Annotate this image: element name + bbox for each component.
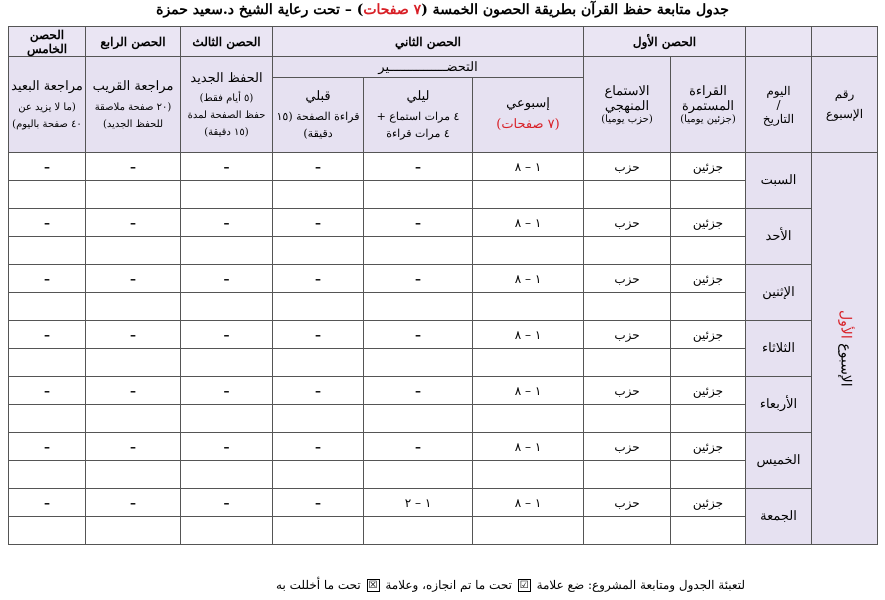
check-cell[interactable] <box>86 517 181 545</box>
weekly-cell: ١ – ٨ <box>473 209 584 237</box>
check-cell[interactable] <box>181 293 273 321</box>
tribal-cell: – <box>273 489 364 517</box>
new-memo-cell: – <box>181 433 273 461</box>
check-cell[interactable] <box>671 293 746 321</box>
nightly-cell: – <box>364 209 473 237</box>
check-cell[interactable] <box>273 349 364 377</box>
header-nightly: ليلي ٤ مرات استماع + ٤ مرات قراءة <box>364 78 473 153</box>
check-cell[interactable] <box>273 517 364 545</box>
check-cell[interactable] <box>9 405 86 433</box>
day-row <box>9 209 878 237</box>
day-row <box>9 489 878 517</box>
check-cell[interactable] <box>181 405 273 433</box>
check-cell[interactable] <box>473 405 584 433</box>
listening-cell: حزب <box>584 489 671 517</box>
header-day-date: اليوم / التاريخ <box>746 57 812 153</box>
check-cell[interactable] <box>9 181 86 209</box>
new-memo-cell: – <box>181 265 273 293</box>
tribal-cell: – <box>273 433 364 461</box>
header-preparation: التحضـــــــــــــــير <box>273 57 584 78</box>
nightly-cell: ١ – ٢ <box>364 489 473 517</box>
check-cell[interactable] <box>86 461 181 489</box>
check-cell[interactable] <box>671 349 746 377</box>
listening-cell: حزب <box>584 153 671 181</box>
nightly-cell: – <box>364 265 473 293</box>
header-blank-week <box>812 27 878 57</box>
weekly-cell: ١ – ٨ <box>473 153 584 181</box>
check-cell[interactable] <box>9 461 86 489</box>
check-cell[interactable] <box>584 237 671 265</box>
check-cell[interactable] <box>86 349 181 377</box>
check-cell[interactable] <box>584 349 671 377</box>
reading-cell: جزئين <box>671 433 746 461</box>
check-cell[interactable] <box>671 461 746 489</box>
check-cell[interactable] <box>273 293 364 321</box>
far-review-cell: – <box>9 433 86 461</box>
header-week-number: رقم الإسبوع <box>812 57 878 153</box>
listening-cell: حزب <box>584 265 671 293</box>
near-review-cell: – <box>86 321 181 349</box>
check-cell[interactable] <box>273 405 364 433</box>
check-cell[interactable] <box>473 461 584 489</box>
header-new-memorization: الحفظ الجديد (٥ أيام فقط) حفظ الصفحة لمدة (١٥ دقيقة) <box>181 57 273 153</box>
near-review-cell: – <box>86 153 181 181</box>
check-cell[interactable] <box>364 349 473 377</box>
check-cell[interactable] <box>473 349 584 377</box>
checkbox-check-icon: ☑ <box>518 579 531 592</box>
check-cell[interactable] <box>181 237 273 265</box>
listening-cell: حزب <box>584 433 671 461</box>
listening-cell: حزب <box>584 209 671 237</box>
check-cell[interactable] <box>473 237 584 265</box>
weekly-cell: ١ – ٨ <box>473 265 584 293</box>
far-review-cell: – <box>9 153 86 181</box>
day-name: السبت <box>746 153 812 209</box>
far-review-cell: – <box>9 209 86 237</box>
check-cell[interactable] <box>584 181 671 209</box>
near-review-cell: – <box>86 265 181 293</box>
day-row <box>9 265 878 293</box>
day-row <box>9 321 878 349</box>
week-label-order: الأول <box>837 310 854 339</box>
new-memo-cell: – <box>181 209 273 237</box>
page-title: جدول متابعة حفظ القرآن بطريقة الحصون الخمسة (٧ صفحات) – تحت رعاية الشيخ د.سعيد حمزة <box>156 2 729 18</box>
nightly-cell: – <box>364 433 473 461</box>
reading-cell: جزئين <box>671 265 746 293</box>
far-review-cell: – <box>9 489 86 517</box>
far-review-cell: – <box>9 265 86 293</box>
check-cell[interactable] <box>9 517 86 545</box>
check-cell[interactable] <box>181 517 273 545</box>
check-cell[interactable] <box>584 461 671 489</box>
far-review-cell: – <box>9 321 86 349</box>
header-tribal: قبلي قراءة الصفحة (١٥ دقيقة) <box>273 78 364 153</box>
tracking-table <box>8 26 878 545</box>
header-weekly: إسبوعي (٧ صفحات) <box>473 78 584 153</box>
check-cell[interactable] <box>364 517 473 545</box>
check-cell[interactable] <box>86 181 181 209</box>
near-review-cell: – <box>86 433 181 461</box>
check-cell[interactable] <box>273 181 364 209</box>
check-cell[interactable] <box>273 237 364 265</box>
week-label-cell <box>812 153 878 545</box>
new-memo-cell: – <box>181 377 273 405</box>
tribal-cell: – <box>273 377 364 405</box>
day-row <box>9 153 878 181</box>
header-fort4: الحصن الرابع <box>86 27 181 57</box>
header-reading: القراءة المستمرة (جزئين يوميا) <box>671 57 746 153</box>
header-near-review: مراجعة القريب (٢٠ صفحة ملاصقة للحفظ الجديد) <box>86 57 181 153</box>
check-cell[interactable] <box>86 237 181 265</box>
reading-cell: جزئين <box>671 321 746 349</box>
header-blank-day <box>746 27 812 57</box>
weekly-cell: ١ – ٨ <box>473 321 584 349</box>
day-name: الأربعاء <box>746 377 812 433</box>
nightly-cell: – <box>364 153 473 181</box>
day-row <box>9 377 878 405</box>
near-review-cell: – <box>86 209 181 237</box>
check-cell[interactable] <box>364 181 473 209</box>
reading-cell: جزئين <box>671 377 746 405</box>
check-cell[interactable] <box>671 181 746 209</box>
day-name: الجمعة <box>746 489 812 545</box>
check-cell[interactable] <box>584 405 671 433</box>
near-review-cell: – <box>86 377 181 405</box>
check-cell[interactable] <box>584 517 671 545</box>
header-fort3: الحصن الثالث <box>181 27 273 57</box>
day-name: الثلاثاء <box>746 321 812 377</box>
header-fort5: الحصن الخامس <box>9 27 86 57</box>
nightly-cell: – <box>364 321 473 349</box>
tribal-cell: – <box>273 153 364 181</box>
header-far-review: مراجعة البعيد (ما لا يزيد عن ٤٠ صفحة باليوم) <box>9 57 86 153</box>
check-cell[interactable] <box>671 405 746 433</box>
day-row <box>9 433 878 461</box>
instructions-footer: لتعبئة الجدول ومتابعة المشروع: ضع علامة ☑ تحت ما تم انجازه، وعلامة ☒ تحت ما أخللت به <box>276 578 745 592</box>
check-cell[interactable] <box>9 293 86 321</box>
check-cell[interactable] <box>86 405 181 433</box>
check-cell[interactable] <box>364 405 473 433</box>
nightly-cell: – <box>364 377 473 405</box>
new-memo-cell: – <box>181 489 273 517</box>
day-name: الأحد <box>746 209 812 265</box>
day-name: الإثنين <box>746 265 812 321</box>
header-fort2: الحصن الثاني <box>273 27 584 57</box>
check-cell[interactable] <box>9 237 86 265</box>
day-name: الخميس <box>746 433 812 489</box>
tribal-cell: – <box>273 265 364 293</box>
check-cell[interactable] <box>86 293 181 321</box>
weekly-cell: ١ – ٨ <box>473 489 584 517</box>
check-cell[interactable] <box>473 517 584 545</box>
new-memo-cell: – <box>181 153 273 181</box>
week-label: الإسبوع <box>837 343 854 387</box>
near-review-cell: – <box>86 489 181 517</box>
check-cell[interactable] <box>671 517 746 545</box>
new-memo-cell: – <box>181 321 273 349</box>
reading-cell: جزئين <box>671 489 746 517</box>
weekly-cell: ١ – ٨ <box>473 377 584 405</box>
check-cell[interactable] <box>181 349 273 377</box>
check-cell[interactable] <box>273 461 364 489</box>
header-listening: الاستماع المنهجي (حزب يوميا) <box>584 57 671 153</box>
checkbox-cross-icon: ☒ <box>367 579 380 592</box>
far-review-cell: – <box>9 377 86 405</box>
check-cell[interactable] <box>364 461 473 489</box>
check-cell[interactable] <box>9 349 86 377</box>
reading-cell: جزئين <box>671 153 746 181</box>
check-cell[interactable] <box>364 237 473 265</box>
header-fort1: الحصن الأول <box>584 27 746 57</box>
check-cell[interactable] <box>671 237 746 265</box>
check-cell[interactable] <box>473 181 584 209</box>
check-cell[interactable] <box>364 293 473 321</box>
listening-cell: حزب <box>584 377 671 405</box>
check-cell[interactable] <box>584 293 671 321</box>
tribal-cell: – <box>273 321 364 349</box>
check-cell[interactable] <box>181 181 273 209</box>
weekly-cell: ١ – ٨ <box>473 433 584 461</box>
check-cell[interactable] <box>181 461 273 489</box>
reading-cell: جزئين <box>671 209 746 237</box>
tribal-cell: – <box>273 209 364 237</box>
check-cell[interactable] <box>473 293 584 321</box>
listening-cell: حزب <box>584 321 671 349</box>
